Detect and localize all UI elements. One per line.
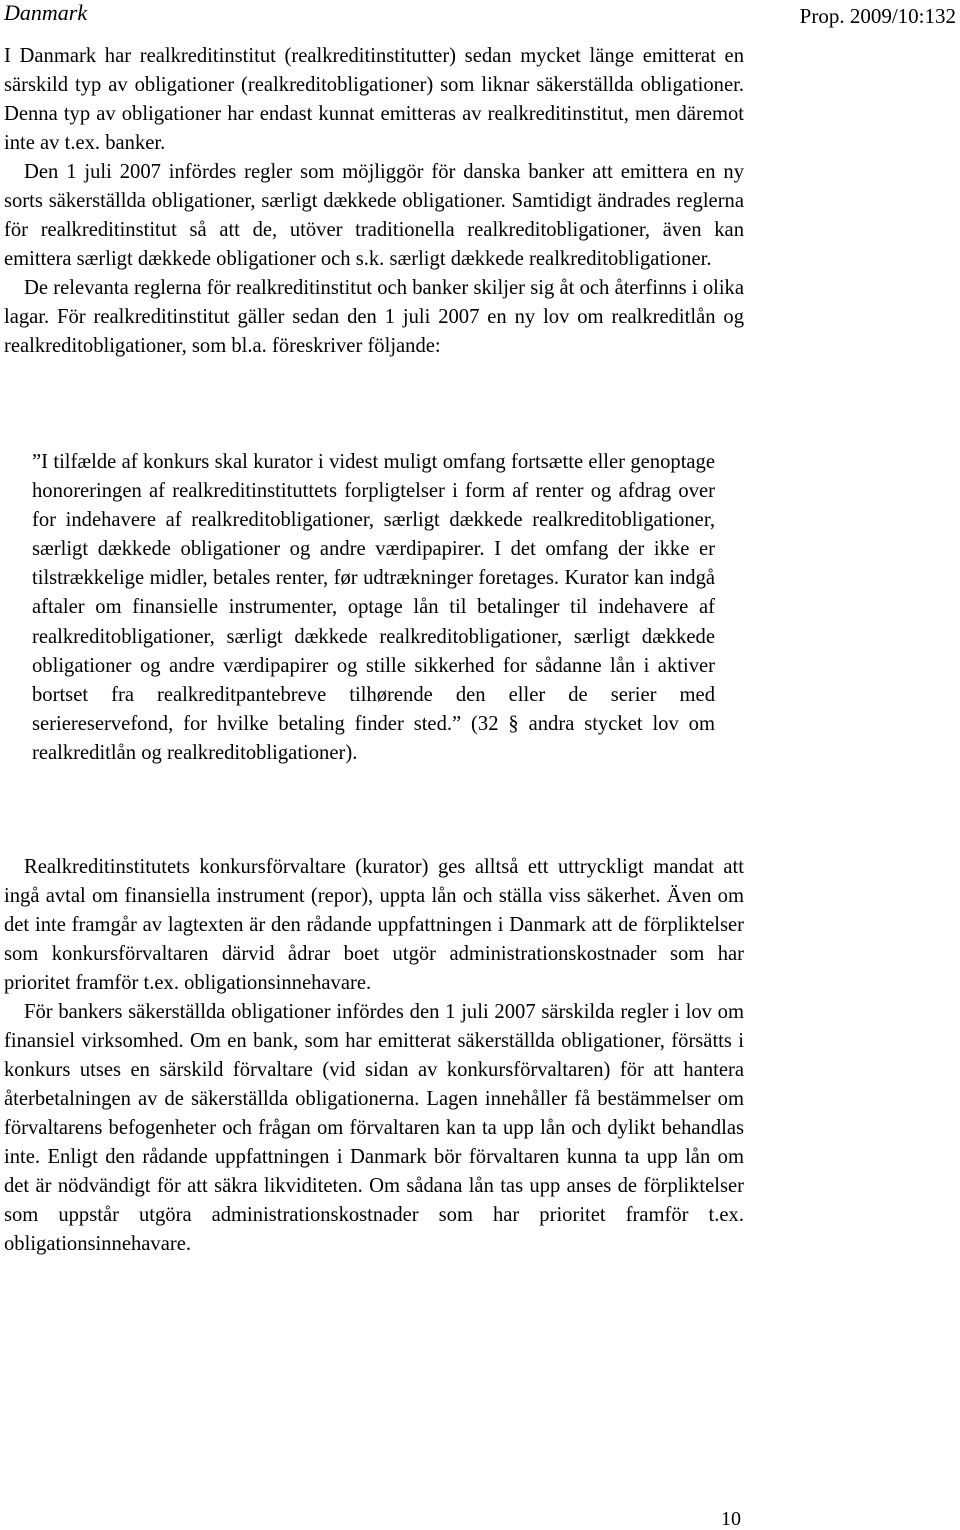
paragraph-5: För bankers säkerställda obligationer infördes den 1 juli 2007 särskilda regler i lov om finansiel virksomhed. Om en bank, som har emitterat säkerställda obligationer, försätts i konkurs utses en särskild förvaltare (vid sidan av konkursförvaltaren) för att hantera återbetalningen av de säkerställda obligationerna. Lagen innehåller få bestämmelser om förvaltarens befogenheter och frågan om förvaltaren kan ta upp lån och dylikt behandlas inte. Enligt den rådande uppfattningen i Danmark bör förvaltaren kunna ta upp lån om det är nödvändigt för att säkra likviditeten. Om sådana lån tas upp anses de förpliktelser som uppstår utgöra administrationskostnader som har prioritet framför t.ex. obligationsinnehavare.	[4, 1001, 744, 1255]
paragraph-3: De relevanta reglerna för realkreditinstitut och banker skiljer sig åt och återfinns i olika lagar. För realkreditinstitut gäller sedan den 1 juli 2007 en ny lov om realkreditlån og realkreditobligationer, som bl.a. föreskriver följande:	[4, 277, 744, 357]
paragraph-4: Realkreditinstitutets konkursförvaltare (kurator) ges alltså ett uttryckligt mandat att ingå avtal om finansiella instrument (repor), uppta lån och ställa viss säkerhet. Även om det inte framgår av lagtexten är den rådande uppfattningen i Danmark att de förpliktelser som konkursförvaltaren därvid ådrar boet utgör administrationskostnader som har prioritet framför t.ex. obligationsinnehavare.	[4, 856, 744, 994]
body-text-top	[4, 42, 744, 361]
running-header-country: Danmark	[4, 0, 88, 25]
quote-text: ”I tilfælde af konkurs skal kurator i videst muligt omfang fortsætte eller genoptage honoreringen af realkreditinstituttets forpligtelser i form af renter og afdrag over for indehavere af realkreditobligationer, særligt dækkede realkreditobligationer, særligt dækkede obligationer og andre værdipapirer. I det omfang der ikke er tilstrækkelige midler, betales renter, før udtrækninger foretages. Kurator kan indgå aftaler om finansielle instrumenter, optage lån til betalinger til indehavere af realkreditobligationer, særligt dækkede realkreditobligationer, særligt dækkede obligationer og andre værdipapirer og stille sikkerhed for sådanne lån i aktiver bortset fra realkreditpantebreve tilhørende den eller de serier med seriereservefond, for hvilke betaling finder sted.” (32 § andra stycket lov om realkreditlån og realkreditobligationer).	[32, 451, 715, 764]
page-number: 10	[721, 1508, 741, 1530]
paragraph-2: Den 1 juli 2007 infördes regler som möjliggör för danska banker att emittera en ny sorts säkerställda obligationer, særligt dækkede obligationer. Samtidigt ändrades reglerna för realkreditinstitut så att de, utöver traditionella realkreditobligationer, även kan emittera særligt dækkede obligationer och s.k. særligt dækkede realkreditobligationer.	[4, 161, 744, 270]
block-quote	[32, 448, 715, 768]
proposition-reference: Prop. 2009/10:132	[799, 4, 956, 28]
body-text-bottom	[4, 853, 744, 1259]
paragraph-1: I Danmark har realkreditinstitut (realkreditinstitutter) sedan mycket länge emitterat en särskild typ av obligationer (realkreditobligationer) som liknar säkerställda obligationer. Denna typ av obligationer har endast kunnat emitteras av realkreditinstitut, men däremot inte av t.ex. banker.	[4, 45, 744, 154]
